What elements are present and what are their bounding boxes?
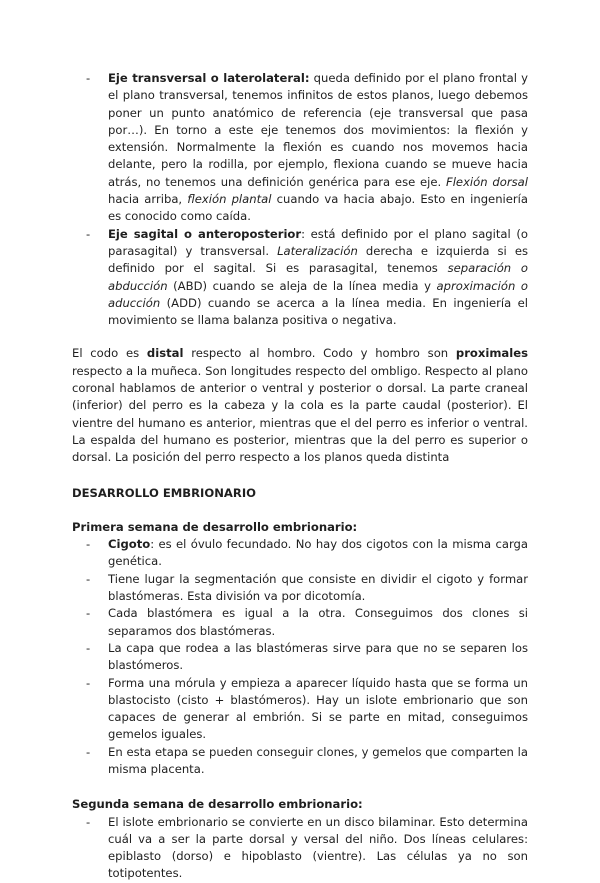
list-item: - El islote embrionario se convierte en un disco bilaminar. Esto determina cuál va a ser la parte dorsal y versal del niño. Dos líneas celulares: epiblasto (dorso) e hipoblasto (vientre). Las células ya no son totipotentes. <box>108 814 528 883</box>
bold-term-proximal: proximales <box>455 346 528 361</box>
list-item: - Forma una mórula y empieza a aparecer líquido hasta que se forma un blastocisto (cisto + blastómeros). Hay un islote embrionario que son capaces de generar al embrión. Si se parte en mitad, conseguimos gemelos iguales. <box>108 675 528 744</box>
italic-term: aproximación o aducción <box>108 278 528 310</box>
italic-term: flexión plantal <box>187 192 272 207</box>
term-transverse-axis: Eje transversal o laterolateral: <box>108 71 310 85</box>
text-run: : está definido por el plano sagital (o parasagital) y transversal. <box>108 226 528 258</box>
week2-heading: Segunda semana de desarrollo embrionario: <box>72 797 363 812</box>
anatomy-paragraph <box>72 345 528 466</box>
text-run: (ABD) cuando se aleja de la línea media y <box>167 278 437 293</box>
text-run: (ADD) cuando se acerca a la línea media. En ingeniería el movimiento se llama balanza positiva o negativa. <box>108 295 528 328</box>
text-run: respecto a la muñeca. Son longitudes respecto del ombligo. Respecto al plano coronal hablamos de anterior o ventral y posterior o dorsal. La parte craneal (inferior) del perro es la cabeza y la cola es la parte caudal (posterior). El vientre del humano es anterior, mientras que el del perro es inferior o ventral. La espalda del humano es posterior, mientras que la del perro es superior o dorsal. La posición del perro respecto a los planos queda distinta <box>72 363 528 465</box>
week1-heading: Primera semana de desarrollo embrionario: <box>72 519 358 534</box>
week2-list <box>72 814 528 883</box>
list-item: - La capa que rodea a las blastómeras sirve para que no se separen los blastómeros. <box>108 640 528 675</box>
text-run: El codo es <box>72 346 147 361</box>
text-run: queda definido por el plano frontal y el plano transversal, tenemos infinitos de estos planos, luego debemos poner un punto anatómico de referencia (eje transversal que pasa por…). En torno a este eje tenemos dos movimientos: la flexión y extensión. Normalmente la flexión es cuando nos movemos hacia delante, pero la rodilla, por ejemplo, flexiona cuando se mueve hacia atrás, no tenemos una definición genérica para ese eje. <box>108 71 528 189</box>
axes-list <box>72 70 528 329</box>
text-run: : es el óvulo fecundado. No hay dos cigotos con la misma carga genética. <box>108 537 528 569</box>
list-item: - En esta etapa se pueden conseguir clones, y gemelos que comparten la misma placenta. <box>108 744 528 779</box>
section-title: DESARROLLO EMBRIONARIO <box>72 485 256 500</box>
list-item: - Tiene lugar la segmentación que consiste en dividir el cigoto y formar blastómeras. Esta división va por dicotomía. <box>108 571 528 606</box>
list-item <box>108 536 528 571</box>
list-item-sagittal-axis <box>108 226 528 330</box>
italic-term: Flexión dorsal <box>446 174 528 189</box>
text-run: hacia arriba, <box>108 192 188 207</box>
italic-term: Lateralización <box>277 243 358 258</box>
bold-term-distal: distal <box>146 346 184 361</box>
text-run: respecto al hombro. Codo y hombro son <box>183 346 456 361</box>
text-run: derecha e izquierda si es definido por el sagital. Si es parasagital, tenemos <box>108 243 528 276</box>
term-sagittal-axis: Eje sagital o anteroposterior <box>108 226 302 241</box>
text-run: cuando va hacia abajo. Esto en ingeniería es conocido como caída. <box>108 192 528 224</box>
term-cigoto: Cigoto <box>108 537 151 552</box>
week1-list <box>72 536 528 778</box>
list-item-transverse-axis <box>108 70 528 226</box>
list-item: - Cada blastómera es igual a la otra. Conseguimos dos clones si separamos dos blastómeras. <box>108 605 528 640</box>
italic-term: separación o abducción <box>108 261 528 293</box>
